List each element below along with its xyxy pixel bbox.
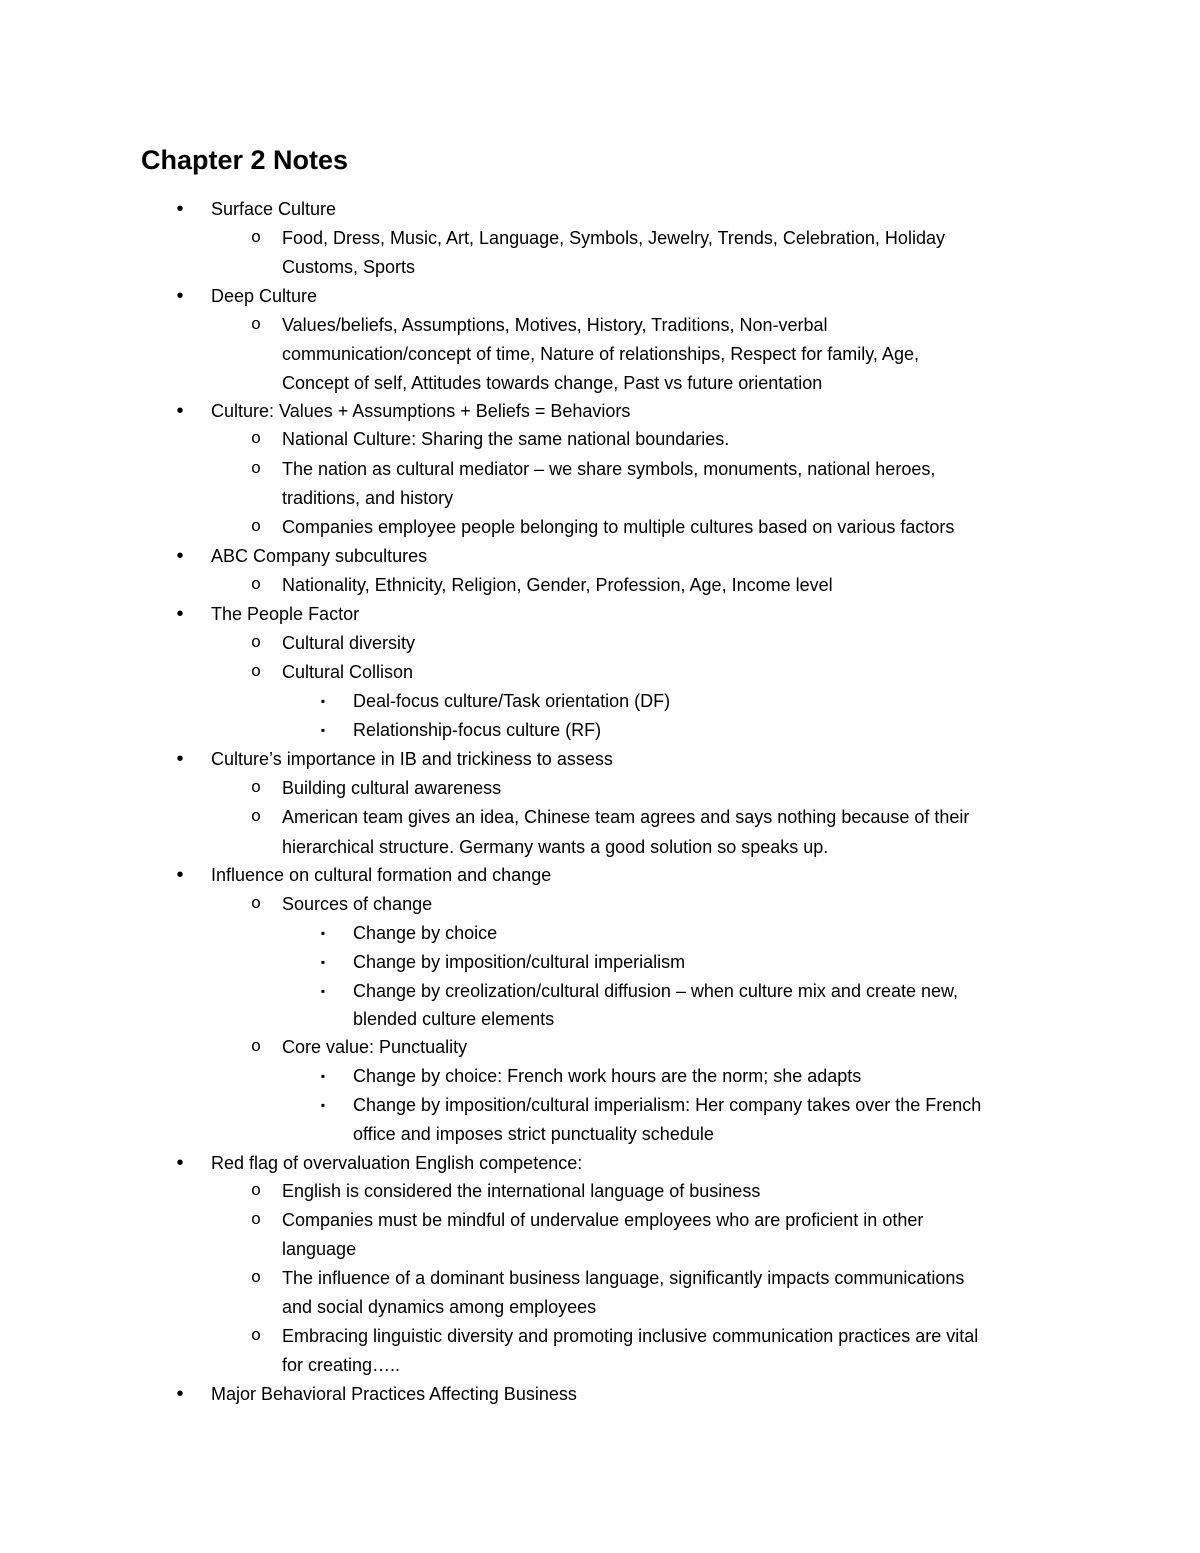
list-item: Change by imposition/cultural imperialism: Her company takes over the French <box>353 1095 982 1115</box>
circle-marker: o <box>250 808 262 827</box>
list-item: Nationality, Ethnicity, Religion, Gender, Profession, Age, Income level <box>282 575 833 595</box>
list-item: Food, Dress, Music, Art, Language, Symbols, Jewelry, Trends, Celebration, Holiday <box>282 228 945 248</box>
circle-marker: o <box>250 779 262 798</box>
bullet-marker: • <box>176 545 184 567</box>
circle-marker: o <box>250 518 262 537</box>
bullet-marker: • <box>176 285 184 307</box>
circle-marker: o <box>250 1182 262 1201</box>
circle-marker: o <box>250 316 262 335</box>
list-item-continuation: blended culture elements <box>353 1009 555 1029</box>
circle-marker: o <box>250 1038 262 1057</box>
list-item-continuation: Concept of self, Attitudes towards change, Past vs future orientation <box>282 373 823 393</box>
circle-marker: o <box>250 430 262 449</box>
list-item: ABC Company subcultures <box>211 546 428 566</box>
list-item: Embracing linguistic diversity and promoting inclusive communication practices are vital <box>282 1326 979 1346</box>
list-item: Building cultural awareness <box>282 778 502 798</box>
circle-marker: o <box>250 460 262 479</box>
list-item-continuation: Customs, Sports <box>282 257 416 277</box>
bullet-marker: • <box>176 1383 184 1405</box>
list-item: Deep Culture <box>211 286 318 306</box>
square-marker: ▪ <box>320 1098 326 1112</box>
bullet-marker: • <box>176 864 184 886</box>
list-item-continuation: hierarchical structure. Germany wants a good solution so speaks up. <box>282 837 829 857</box>
list-item: Surface Culture <box>211 199 337 219</box>
list-item: Change by choice <box>353 923 498 943</box>
list-item-continuation: for creating….. <box>282 1355 401 1375</box>
list-item: Change by choice: French work hours are the norm; she adapts <box>353 1066 862 1086</box>
circle-marker: o <box>250 576 262 595</box>
list-item: Culture: Values + Assumptions + Beliefs = Behaviors <box>211 401 631 421</box>
list-item: Companies employee people belonging to multiple cultures based on various factors <box>282 517 955 537</box>
list-item: The nation as cultural mediator – we share symbols, monuments, national heroes, <box>282 459 936 479</box>
circle-marker: o <box>250 1211 262 1230</box>
list-item: National Culture: Sharing the same national boundaries. <box>282 429 730 449</box>
list-item-continuation: office and imposes strict punctuality schedule <box>353 1124 714 1144</box>
circle-marker: o <box>250 663 262 682</box>
circle-marker: o <box>250 634 262 653</box>
list-item: Companies must be mindful of undervalue employees who are proficient in other <box>282 1210 924 1230</box>
circle-marker: o <box>250 1269 262 1288</box>
list-item-continuation: communication/concept of time, Nature of relationships, Respect for family, Age, <box>282 344 919 364</box>
square-marker: ▪ <box>320 955 326 969</box>
list-item: Deal-focus culture/Task orientation (DF) <box>353 691 671 711</box>
list-item: The People Factor <box>211 604 360 624</box>
square-marker: ▪ <box>320 926 326 940</box>
square-marker: ▪ <box>320 694 326 708</box>
circle-marker: o <box>250 229 262 248</box>
circle-marker: o <box>250 895 262 914</box>
list-item: The influence of a dominant business language, significantly impacts communications <box>282 1268 965 1288</box>
square-marker: ▪ <box>320 723 326 737</box>
list-item: Influence on cultural formation and change <box>211 865 552 885</box>
list-item: Relationship-focus culture (RF) <box>353 720 602 740</box>
square-marker: ▪ <box>320 984 326 998</box>
list-item: Culture’s importance in IB and trickiness to assess <box>211 749 613 769</box>
page-title: Chapter 2 Notes <box>141 145 349 175</box>
circle-marker: o <box>250 1327 262 1346</box>
list-item: English is considered the international language of business <box>282 1181 761 1201</box>
list-item: American team gives an idea, Chinese team agrees and says nothing because of their <box>282 807 970 827</box>
bullet-marker: • <box>176 198 184 220</box>
list-item: Major Behavioral Practices Affecting Business <box>211 1384 577 1404</box>
list-item: Change by imposition/cultural imperialism <box>353 952 686 972</box>
bullet-marker: • <box>176 748 184 770</box>
bullet-marker: • <box>176 603 184 625</box>
list-item: Change by creolization/cultural diffusion – when culture mix and create new, <box>353 981 959 1001</box>
square-marker: ▪ <box>320 1069 326 1083</box>
list-item: Red flag of overvaluation English competence: <box>211 1153 583 1173</box>
list-item: Values/beliefs, Assumptions, Motives, History, Traditions, Non-verbal <box>282 315 828 335</box>
list-item: Cultural diversity <box>282 633 416 653</box>
bullet-marker: • <box>176 1152 184 1174</box>
list-item: Cultural Collison <box>282 662 414 682</box>
list-item-continuation: language <box>282 1239 357 1259</box>
list-item: Core value: Punctuality <box>282 1037 468 1057</box>
list-item-continuation: and social dynamics among employees <box>282 1297 597 1317</box>
list-item-continuation: traditions, and history <box>282 488 454 508</box>
bullet-marker: • <box>176 400 184 422</box>
list-item: Sources of change <box>282 894 433 914</box>
